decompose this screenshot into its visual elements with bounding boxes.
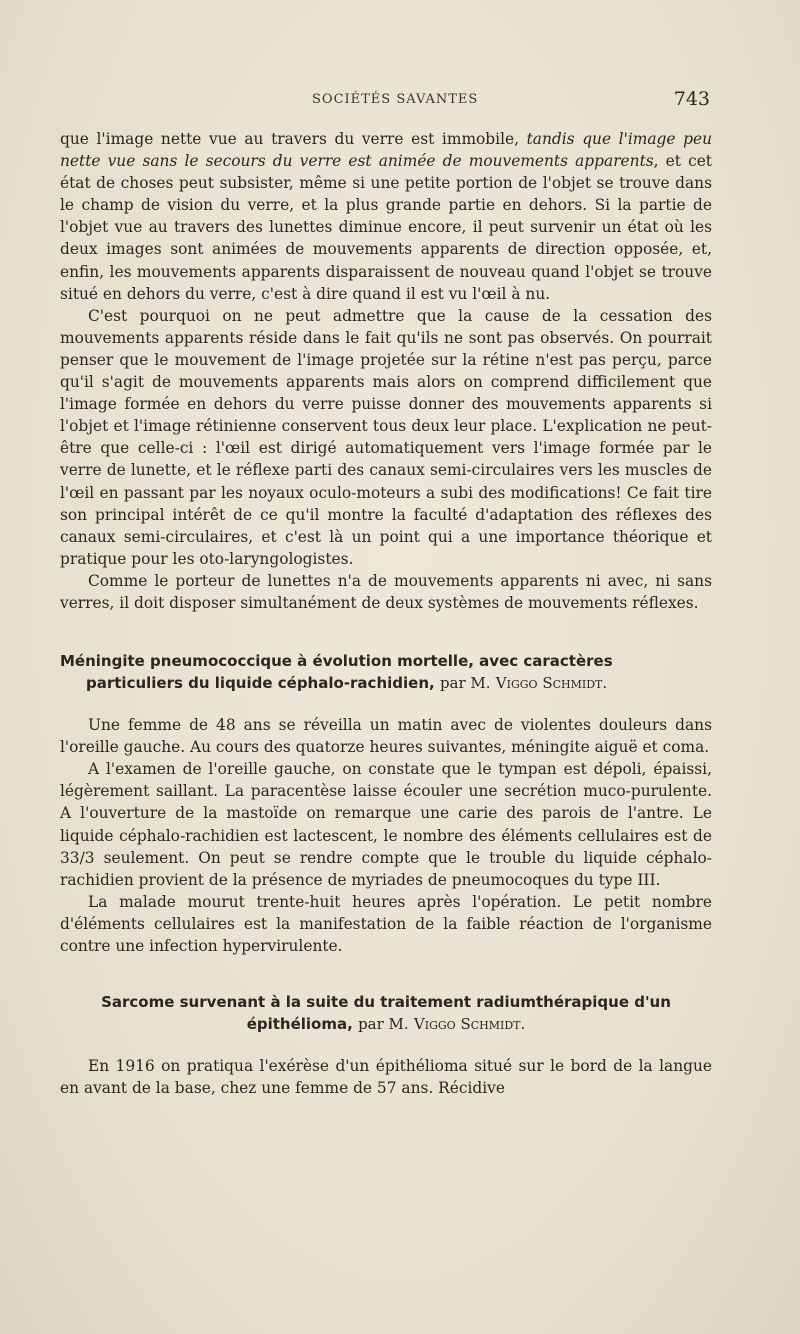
page-header [60,88,712,114]
paragraph: En 1916 on pratiqua l'exérèse d'un épithélioma situé sur le bord de la langue en avant de la base, chez une femme de 57 ans. Récidive [60,1057,712,1098]
section-title-text: Méningite pneumococcique à évolution mortelle, avec caractères particuliers du liquide céphalo-rachidien, [60,652,613,693]
page-number: 743 [673,88,710,110]
author-name: Viggo Schmidt. [413,1015,526,1034]
author-prefix: par M. [439,674,491,693]
author-name: Viggo Schmidt. [495,674,608,693]
paragraph-continued [60,128,712,305]
italic-emphasis: tandis que l'image peu nette vue sans le secours du verre est animée de mouvements apparents [60,130,712,171]
section-heading-meningite [60,650,712,694]
section-title-text: Sarcome survenant à la suite du traitement radiumthérapique d'un épithélioma, [101,993,671,1034]
running-head: SOCIÉTÉS SAVANTES [312,92,479,107]
paragraph: Une femme de 48 ans se réveilla un matin avec de violentes douleurs dans l'oreille gauche. Au cours des quatorze heures suivantes, méningite aiguë et coma. [60,716,712,757]
paragraph-text: que l'image nette vue au travers du verre est immobile, [60,130,527,148]
article-body [60,128,712,1099]
author-prefix: par M. [358,1015,409,1034]
paragraph: Comme le porteur de lunettes n'a de mouvements apparents ni avec, ni sans verres, il doit disposer simultanément de deux systèmes de mouvements réflexes. [60,571,712,612]
paragraph: La malade mourut trente-huit heures après l'opération. Le petit nombre d'éléments cellulaires est la manifestation de la faible réaction de l'organisme contre une infection hypervirulente. [60,892,712,955]
paragraph: A l'examen de l'oreille gauche, on constate que le tympan est dépoli, épaissi, légèrement saillant. La paracentèse laisse écouler une secrétion muco-purulente. A l'ouverture de la mastoïde on remarque une carie des parois de l'antre. Le liquide céphalo-rachidien est lactescent, le nombre des éléments cellulaires est de 33/3 seulement. On peut se rendre compte que le trouble du liquide céphalo-rachidien provient de la présence de myriades de pneumocoques du type III. [60,760,712,889]
paragraph-text: , et cet état de choses peut subsister, même si une petite portion de l'objet se trouve dans le champ de vision du verre, et la plus grande partie en dehors. Si la partie de l'objet vue au travers des lunettes diminue encore, il peut survenir un état où les deux images sont animées de mouvements apparents de direction opposée, et, enfin, les mouvements apparents disparaissent de nouveau quand l'objet se trouve situé en dehors du verre, c'est à dire quand il est vu l'œil à nu. [60,152,712,303]
paragraph: C'est pourquoi on ne peut admettre que la cause de la cessation des mouvements apparents réside dans le fait qu'ils ne sont pas observés. On pourrait penser que le mouvement de l'image projetée sur la rétine n'est pas perçu, parce qu'il s'agit de mouvements apparents mais alors on comprend difficilement que l'image formée en dehors du verre puisse donner des mouvements apparents si l'objet et l'image rétinienne conservent tous deux leur place. L'explication ne peut-être que celle-ci : l'œil est dirigé automatiquement vers l'image formée par le verre de lunette, et le réflexe parti des canaux semi-circulaires vers les muscles de l'œil en passant par les noyaux oculo-moteurs a subi des modifications! Ce fait tire son principal intérêt de ce qu'il montre la faculté d'adaptation des réflexes des canaux semi-circulaires, et c'est là un point qui a une importance théorique et pratique pour les oto-laryngologistes. [60,306,712,568]
section-heading-sarcome [60,991,712,1035]
